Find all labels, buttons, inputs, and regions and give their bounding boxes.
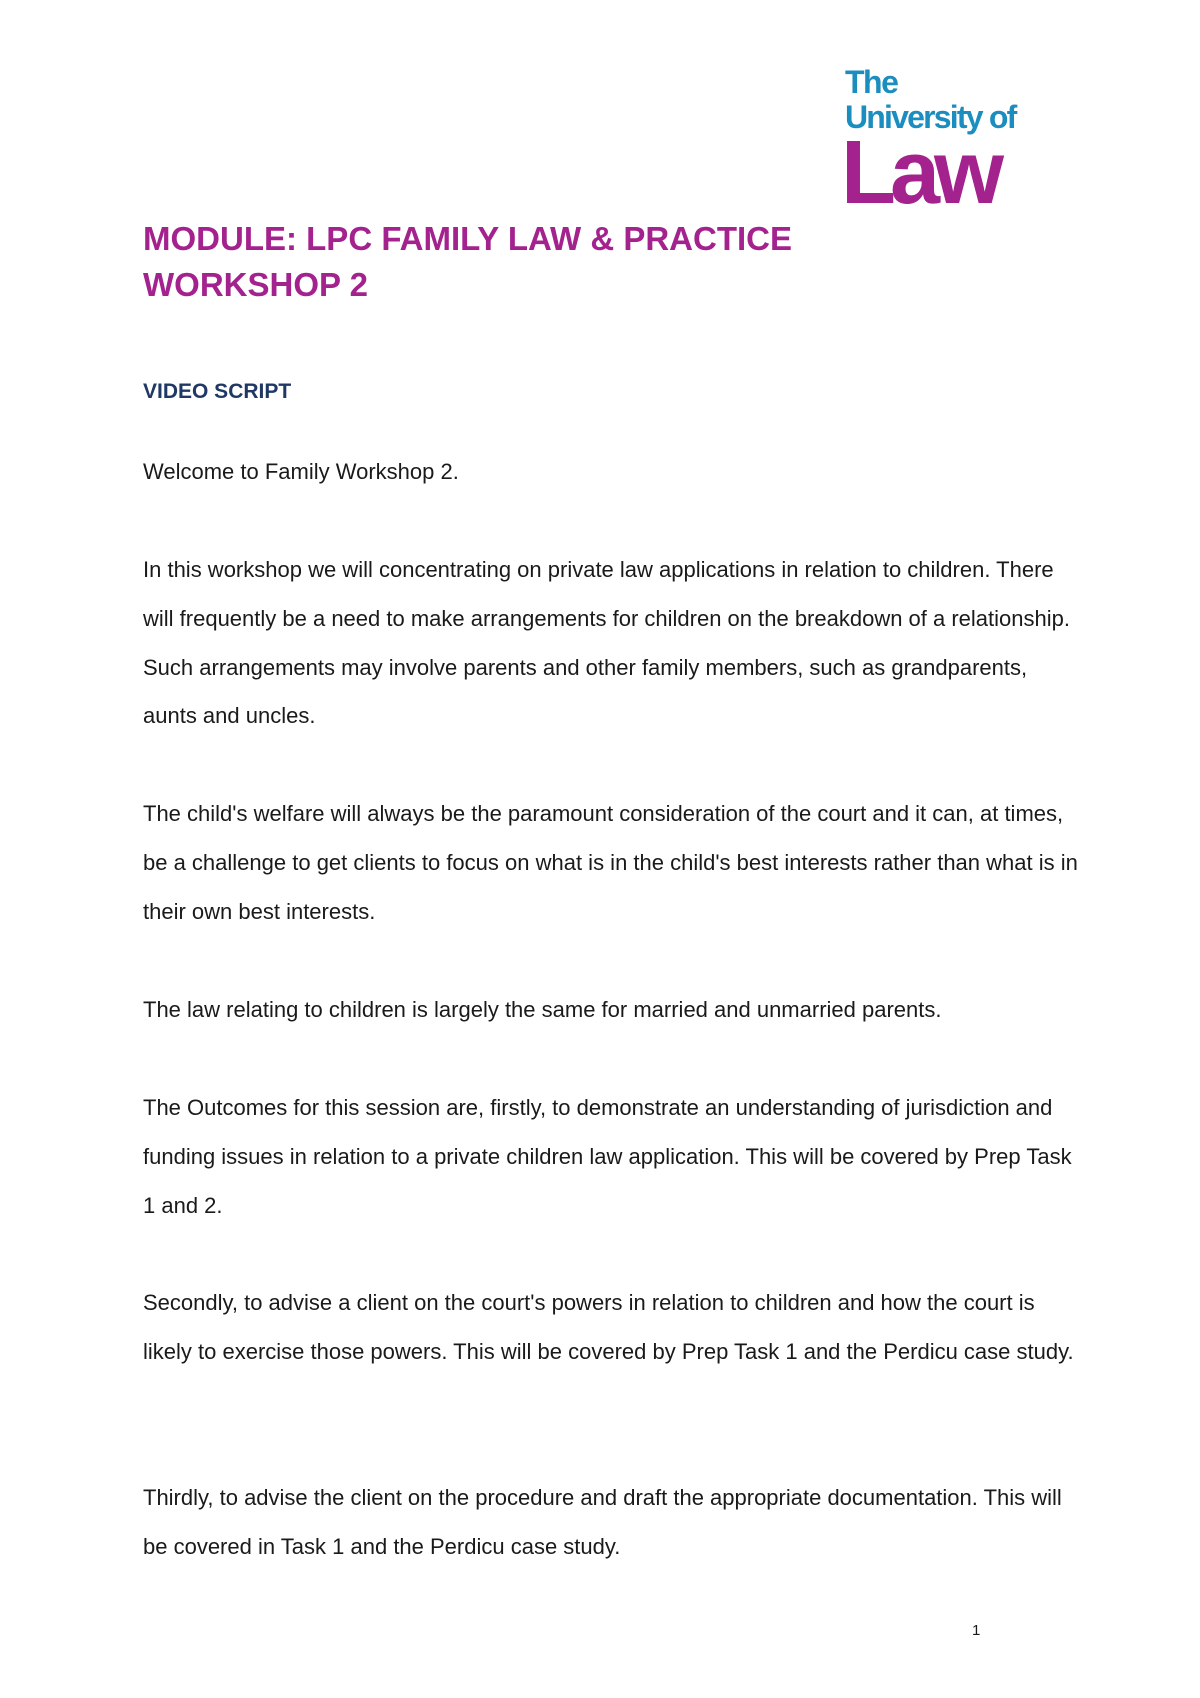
paragraph-outcomes: The Outcomes for this session are, firstly, to demonstrate an understanding of jurisdiction and funding issues in relation to a private children law application. This will be covered by Prep Task 1 and 2. <box>143 1095 1072 1218</box>
logo-text-university-of: University of <box>845 99 1016 135</box>
module-title-line-2: WORKSHOP 2 <box>143 266 368 303</box>
section-heading: VIDEO SCRIPT <box>143 380 292 403</box>
module-title-line-1: MODULE: LPC FAMILY LAW & PRACTICE <box>143 220 793 257</box>
paragraph-welfare: The child's welfare will always be the paramount consideration of the court and it can, at times, be a challenge to get clients to focus on what is in the child's best interests rather than what is in their own best interests. <box>143 801 1078 924</box>
paragraph-intro: In this workshop we will concentrating on private law applications in relation to children. There will frequently be a need to make arrangements for children on the breakdown of a relationship. Such arrangements may involve parents and other family members, such as grandparents, aunts and uncles. <box>143 557 1070 729</box>
paragraph-secondly: Secondly, to advise a client on the court's powers in relation to children and how the court is likely to exercise those powers. This will be covered by Prep Task 1 and the Perdicu case study. <box>143 1290 1074 1364</box>
paragraph-welcome: Welcome to Family Workshop 2. <box>143 459 459 484</box>
university-of-law-logo <box>841 64 1035 223</box>
logo-text-law: Law <box>841 123 999 223</box>
page-number: 1 <box>972 1622 981 1639</box>
paragraph-thirdly: Thirdly, to advise the client on the procedure and draft the appropriate documentation. This will be covered in Task 1 and the Perdicu case study. <box>143 1485 1062 1559</box>
logo-text-the: The <box>845 64 898 100</box>
module-title <box>143 216 1043 308</box>
paragraph-law: The law relating to children is largely the same for married and unmarried parents. <box>143 997 942 1022</box>
